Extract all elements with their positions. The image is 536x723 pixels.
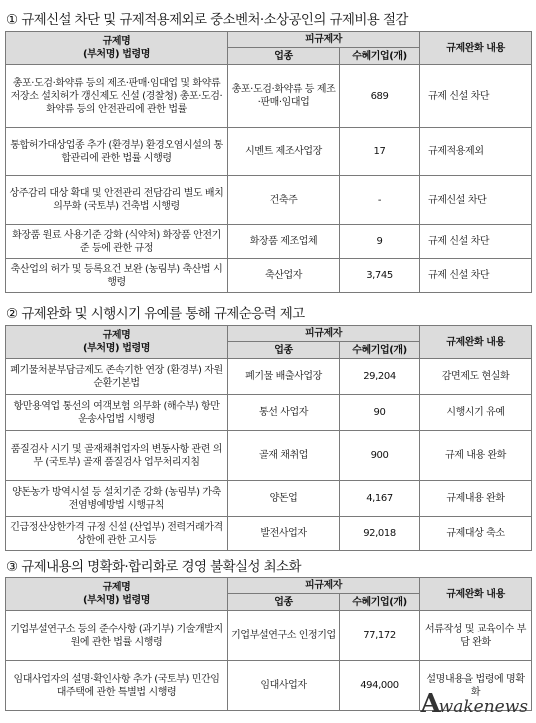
header-count: 수혜기업(개) [340, 48, 420, 65]
cell-reg: 기업부설연구소 등의 준수사항 (과기부) 기술개발지원에 관한 법률 시행령 [6, 611, 228, 661]
cell-industry: 발전사업자 [228, 517, 340, 551]
header-relief: 규제완화 내용 [420, 326, 532, 359]
cell-relief: 설명내용을 법령에 명확화 [420, 661, 532, 711]
header-target-group: 피규제자 [228, 326, 420, 342]
cell-count: 29,204 [340, 359, 420, 395]
cell-reg: 양돈농가 방역시설 등 설치기준 강화 (농림부) 가축전염병예방법 시행규칙 [6, 481, 228, 517]
header-industry: 업종 [228, 342, 340, 359]
cell-reg: 긴급정산상한가격 규정 신설 (산업부) 전력거래가격 상한에 관한 고시등 [6, 517, 228, 551]
cell-industry: 기업부설연구소 인정기업 [228, 611, 340, 661]
header-reg-name-line2: (부처명) 법령명 [83, 595, 150, 606]
header-reg-name-line1: 규제명 [102, 36, 131, 47]
table-row [6, 259, 532, 293]
header-relief: 규제완화 내용 [420, 578, 532, 611]
cell-count: 4,167 [340, 481, 420, 517]
table-row [6, 65, 532, 128]
cell-relief: 규제 신설 차단 [420, 225, 532, 259]
section-1-title: ① 규제신설 차단 및 규제적용제외로 중소벤처·소상공인의 규제비용 절감 [6, 12, 408, 28]
watermark-text: wakenews [438, 697, 528, 717]
cell-relief: 서류작성 및 교육이수 부담 완화 [420, 611, 532, 661]
cell-count: 92,018 [340, 517, 420, 551]
cell-industry: 골재 채취업 [228, 431, 340, 481]
cell-relief: 시행시기 유예 [420, 395, 532, 431]
table-row [6, 481, 532, 517]
cell-reg: 항만용역업 통선의 여객보험 의무화 (해수부) 항만운송사업법 시행령 [6, 395, 228, 431]
cell-reg: 폐기물처분부담금제도 존속기한 연장 (환경부) 자원순환기본법 [6, 359, 228, 395]
header-reg-name [6, 578, 228, 611]
header-relief: 규제완화 내용 [420, 32, 532, 65]
table-row [6, 359, 532, 395]
cell-relief: 규제 내용 완화 [420, 431, 532, 481]
cell-count: 9 [340, 225, 420, 259]
cell-count: 494,000 [340, 661, 420, 711]
header-reg-name-line1: 규제명 [102, 330, 131, 341]
table-section-2 [5, 325, 532, 551]
cell-industry: 축산업자 [228, 259, 340, 293]
section-3-title: ③ 규제내용의 명확화·합리화로 경영 불확실성 최소화 [6, 559, 301, 575]
section-2-title: ② 규제완화 및 시행시기 유예를 통해 규제순응력 제고 [6, 306, 305, 322]
cell-relief: 규제신설 차단 [420, 176, 532, 225]
cell-industry: 폐기물 배출사업장 [228, 359, 340, 395]
cell-industry: 화장품 제조업체 [228, 225, 340, 259]
cell-industry: 양돈업 [228, 481, 340, 517]
header-target-group: 피규제자 [228, 32, 420, 48]
table-row [6, 128, 532, 176]
cell-count: 3,745 [340, 259, 420, 293]
cell-relief: 규제 신설 차단 [420, 259, 532, 293]
cell-count: 17 [340, 128, 420, 176]
table-row [6, 517, 532, 551]
cell-industry: 통선 사업자 [228, 395, 340, 431]
cell-industry: 임대사업자 [228, 661, 340, 711]
header-reg-name-line2: (부처명) 법령명 [83, 49, 150, 60]
table-row [6, 225, 532, 259]
header-industry: 업종 [228, 48, 340, 65]
cell-count: 77,172 [340, 611, 420, 661]
cell-reg: 축산업의 허가 및 등록요건 보완 (농림부) 축산법 시행령 [6, 259, 228, 293]
header-target-group: 피규제자 [228, 578, 420, 594]
header-reg-name [6, 326, 228, 359]
cell-reg: 임대사업자의 설명·확인사항 추가 (국토부) 민간임대주택에 관한 특별법 시행령 [6, 661, 228, 711]
cell-count: 689 [340, 65, 420, 128]
cell-industry: 총포·도검·화약류 등 제조·판매·임대업 [228, 65, 340, 128]
table-row [6, 395, 532, 431]
cell-relief: 규제 신설 차단 [420, 65, 532, 128]
header-count: 수혜기업(개) [340, 342, 420, 359]
cell-reg: 품질검사 시기 및 골재채취업자의 변동사항 관련 의무 (국토부) 골재 품질검사 업무처리지침 [6, 431, 228, 481]
cell-industry: 시멘트 제조사업장 [228, 128, 340, 176]
cell-relief: 규제적용제외 [420, 128, 532, 176]
watermark-mark: A [420, 689, 441, 719]
header-reg-name-line1: 규제명 [102, 582, 131, 593]
header-industry: 업종 [228, 594, 340, 611]
table-section-1 [5, 31, 532, 293]
cell-relief: 감면제도 현실화 [420, 359, 532, 395]
cell-relief: 규제대상 축소 [420, 517, 532, 551]
cell-reg: 통합허가대상업종 추가 (환경부) 환경오염시설의 통합관리에 관한 법률 시행령 [6, 128, 228, 176]
cell-reg: 화장품 원료 사용기준 강화 (식약처) 화장품 안전기준 등에 관한 규정 [6, 225, 228, 259]
header-reg-name [6, 32, 228, 65]
cell-reg: 상주감리 대상 확대 및 안전관리 전담감리 별도 배치 의무화 (국토부) 건축법 시행령 [6, 176, 228, 225]
cell-reg: 총포·도검·화약류 등의 제조·판매·임대업 및 화약류저장소 설치허가 갱신제도 신설 (경찰청) 총포·도검·화약류 등의 안전관리에 관한 법률 [6, 65, 228, 128]
watermark-logo [420, 691, 528, 717]
cell-relief: 규제내용 완화 [420, 481, 532, 517]
table-row [6, 176, 532, 225]
cell-industry: 건축주 [228, 176, 340, 225]
header-reg-name-line2: (부처명) 법령명 [83, 343, 150, 354]
cell-count: 900 [340, 431, 420, 481]
table-row [6, 431, 532, 481]
cell-count: - [340, 176, 420, 225]
table-row [6, 611, 532, 661]
cell-count: 90 [340, 395, 420, 431]
header-count: 수혜기업(개) [340, 594, 420, 611]
